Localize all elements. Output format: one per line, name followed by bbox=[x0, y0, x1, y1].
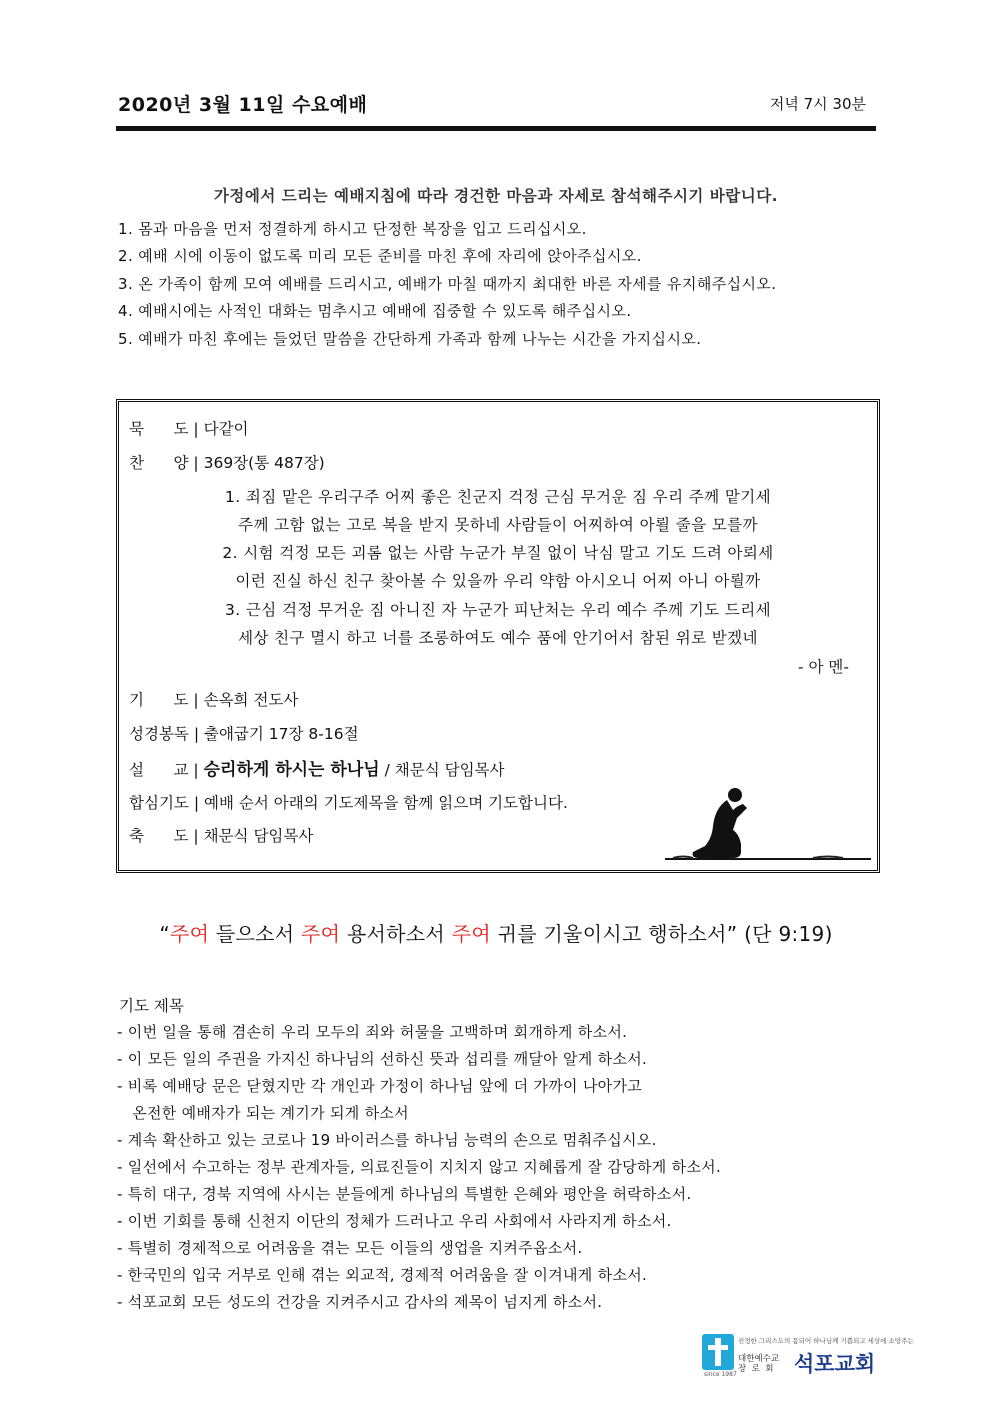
order-benediction bbox=[129, 824, 313, 846]
logo-denomination-line: 장 로 회 bbox=[738, 1364, 774, 1374]
order-value: 채문식 담임목사 bbox=[203, 827, 314, 845]
guideline-item: 1. 몸과 마음을 먼저 정결하게 하시고 단정한 복장을 입고 드리십시오. bbox=[118, 220, 587, 238]
order-value: 손옥희 전도사 bbox=[203, 691, 299, 709]
service-time: 저녁 7시 30분 bbox=[769, 95, 866, 113]
hymn-line: 주께 고함 없는 고로 복을 받지 못하네 사람들이 어찌하여 아뢸 줄을 모를까 bbox=[238, 516, 758, 534]
cross-logo-icon bbox=[702, 1334, 734, 1372]
order-label: 묵 도 | bbox=[129, 420, 199, 438]
guideline-item: 4. 예배시에는 사적인 대화는 멈추시고 예배에 집중할 수 있도록 해주십시오. bbox=[118, 302, 632, 321]
prayer-topic: - 비록 예배당 문은 닫혔지만 각 개인과 가정이 하나님 앞에 더 가까이 나아가고 bbox=[117, 1077, 643, 1095]
verse-accent: 주여 bbox=[301, 922, 341, 946]
prayer-topic: - 이번 기회를 통해 신천지 이단의 정체가 드러나고 우리 사회에서 사라지게 하소서. bbox=[117, 1212, 672, 1230]
logo-tagline: 진정한 그리스도의 몸되어 하나님께 기쁨되고 세상에 소망주는 bbox=[738, 1337, 914, 1345]
logo-since: since 1987 bbox=[704, 1371, 737, 1378]
amen: - 아 멘- bbox=[798, 658, 849, 676]
order-scripture bbox=[129, 722, 359, 744]
hymn-line: 세상 친구 멸시 하고 너를 조롱하여도 예수 품에 안기어서 참된 위로 받겠네 bbox=[238, 629, 758, 647]
header-rule bbox=[116, 126, 876, 131]
order-label: 성경봉독 | bbox=[129, 725, 200, 743]
verse-text: 용서하소서 bbox=[340, 922, 452, 946]
prayer-topic: - 특별히 경제적으로 어려움을 겪는 모든 이들의 생업을 지켜주옵소서. bbox=[117, 1239, 583, 1257]
bulletin-title: 2020년 3월 11일 수요예배 bbox=[118, 94, 368, 116]
verse-open-quote: “ bbox=[159, 922, 170, 946]
order-value: 다같이 bbox=[203, 420, 249, 438]
prayer-topic: - 이 모든 일의 주권을 가지신 하나님의 선하신 뜻과 섭리를 깨달아 알게 하소서. bbox=[117, 1050, 648, 1068]
order-unison-prayer bbox=[129, 791, 568, 813]
church-name: 석포교회 bbox=[794, 1352, 876, 1376]
order-silent-prayer bbox=[129, 417, 249, 439]
guideline-item: 3. 온 가족이 함께 모여 예배를 드리시고, 예배가 마칠 때까지 최대한 바른 자세를 유지해주십시오. bbox=[118, 274, 777, 293]
guideline-list bbox=[118, 216, 776, 353]
worship-guideline-intro: 가정에서 드리는 예배지침에 따라 경건한 마음과 자세로 참석해주시기 바랍니다. bbox=[213, 187, 779, 205]
sermon-title: 승리하게 하시는 하나님 bbox=[203, 760, 380, 780]
hymn-line: 3. 근심 걱정 무거운 짐 아니진 자 누군가 피난처는 우리 예수 주께 기도 드리세 bbox=[224, 601, 772, 619]
order-label: 축 도 | bbox=[129, 827, 199, 845]
scripture-verse bbox=[116, 918, 876, 947]
order-value: 369장(통 487장) bbox=[203, 454, 325, 472]
hymn-line: 이런 진실 하신 친구 찾아볼 수 있을까 우리 약함 아시오니 어찌 아니 아뢸까 bbox=[235, 572, 761, 590]
prayer-topics-title: 기도 제목 bbox=[119, 997, 184, 1015]
prayer-topic: 온전한 예배자가 되는 계기가 되게 하소서 bbox=[117, 1104, 409, 1122]
order-of-worship-box bbox=[116, 399, 880, 873]
prayer-topic: - 석포교회 모든 성도의 건강을 지켜주시고 감사의 제목이 넘지게 하소서. bbox=[117, 1293, 603, 1311]
order-prayer bbox=[129, 688, 298, 710]
order-value: 예배 순서 아래의 기도제목을 함께 읽으며 기도합니다. bbox=[203, 794, 568, 812]
order-sermon bbox=[129, 755, 505, 780]
logo-denomination bbox=[738, 1354, 779, 1374]
order-label: 합심기도 | bbox=[129, 794, 200, 812]
prayer-topic: - 한국민의 입국 거부로 인해 겪는 외교적, 경제적 어려움을 잘 이겨내게 하소서. bbox=[117, 1266, 648, 1284]
verse-accent: 주여 bbox=[451, 922, 491, 946]
verse-accent: 주여 bbox=[169, 922, 210, 946]
church-logo bbox=[702, 1334, 914, 1382]
kneeling-prayer-silhouette bbox=[663, 786, 873, 866]
prayer-topics-list bbox=[117, 1019, 721, 1316]
guideline-item: 5. 예배가 마친 후에는 들었던 말씀을 간단하게 가족과 함께 나누는 시간을 가지십시오. bbox=[118, 329, 702, 348]
verse-text: 귀를 기울이시고 행하소서” bbox=[490, 922, 738, 946]
order-value: 출애굽기 17장 8-16절 bbox=[203, 725, 359, 743]
prayer-topic: - 계속 확산하고 있는 코로나 19 바이러스를 하나님 능력의 손으로 멈춰주십시오. bbox=[117, 1131, 657, 1149]
order-label: 설 교 | bbox=[129, 761, 199, 779]
hymn-line: 1. 죄짐 맡은 우리구주 어찌 좋은 친군지 걱정 근심 무거운 짐 우리 주께 맡기세 bbox=[224, 488, 772, 506]
order-hymn bbox=[129, 451, 325, 473]
logo-denomination-line: 대한예수교 bbox=[738, 1354, 780, 1364]
prayer-topic: - 이번 일을 통해 겸손히 우리 모두의 죄와 허물을 고백하며 회개하게 하소서. bbox=[117, 1023, 628, 1041]
order-label: 찬 양 | bbox=[129, 454, 199, 472]
sermon-preacher: / 채문식 담임목사 bbox=[384, 761, 505, 779]
prayer-topic: - 특히 대구, 경북 지역에 사시는 분들에게 하나님의 특별한 은혜와 평안을 허락하소서. bbox=[117, 1185, 692, 1203]
prayer-topic: - 일선에서 수고하는 정부 관계자들, 의료진들이 지치지 않고 지혜롭게 잘 감당하게 하소서. bbox=[117, 1158, 722, 1176]
verse-text: 들으소서 bbox=[209, 922, 302, 946]
guideline-item: 2. 예배 시에 이동이 없도록 미리 모든 준비를 마친 후에 자리에 앉아주십시오. bbox=[118, 247, 642, 266]
verse-reference: (단 9:19) bbox=[737, 922, 833, 946]
order-label: 기 도 | bbox=[129, 691, 199, 709]
hymn-line: 2. 시험 걱정 모든 괴롬 없는 사람 누군가 부질 없이 낙심 말고 기도 드려 아뢰세 bbox=[222, 544, 774, 562]
